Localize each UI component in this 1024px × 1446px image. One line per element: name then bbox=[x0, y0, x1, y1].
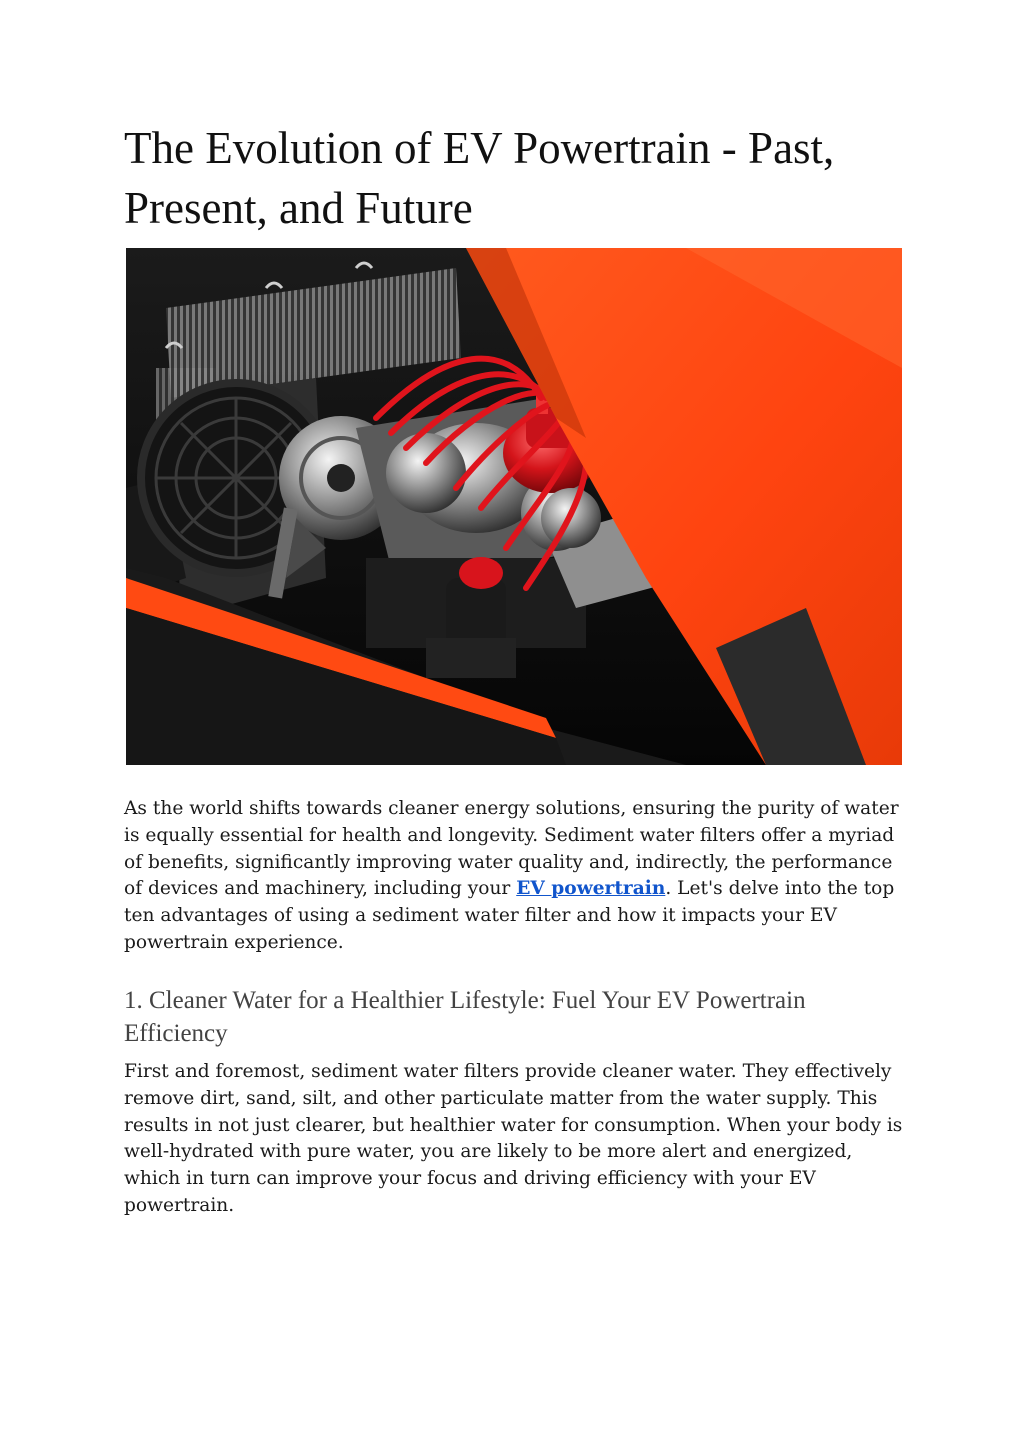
intro-paragraph bbox=[124, 796, 914, 957]
section-1-body: First and foremost, sediment water filters provide cleaner water. They effectively remove dirt, sand, silt, and other particulate matter from the water supply. This results in not just clearer, but healthier water for consumption. When your body is well-hydrated with pure water, you are likely to be more alert and energized, which in turn can improve your focus and driving efficiency with your EV powertrain. bbox=[124, 1061, 903, 1216]
document-title: The Evolution of EV Powertrain - Past, Present, and Future bbox=[124, 123, 835, 233]
hero-image bbox=[126, 248, 902, 765]
intro-text-before-link: As the world shifts towards cleaner energy solutions, ensuring the purity of water is equally essential for health and longevity. Sediment water filters offer a myriad of benefits, significantly improving water quality and, indirectly, the performance of devices and machinery, including your bbox=[124, 798, 899, 900]
section-1-heading: 1. Cleaner Water for a Healthier Lifestyle: Fuel Your EV Powertrain Efficiency bbox=[124, 987, 806, 1047]
intro-text-after-link: . Let's delve into the top ten advantages of using a sediment water filter and how it impacts your EV powertrain experience. bbox=[124, 878, 895, 953]
engine-bay-illustration bbox=[126, 248, 902, 765]
ev-powertrain-link[interactable]: EV powertrain bbox=[516, 878, 666, 900]
